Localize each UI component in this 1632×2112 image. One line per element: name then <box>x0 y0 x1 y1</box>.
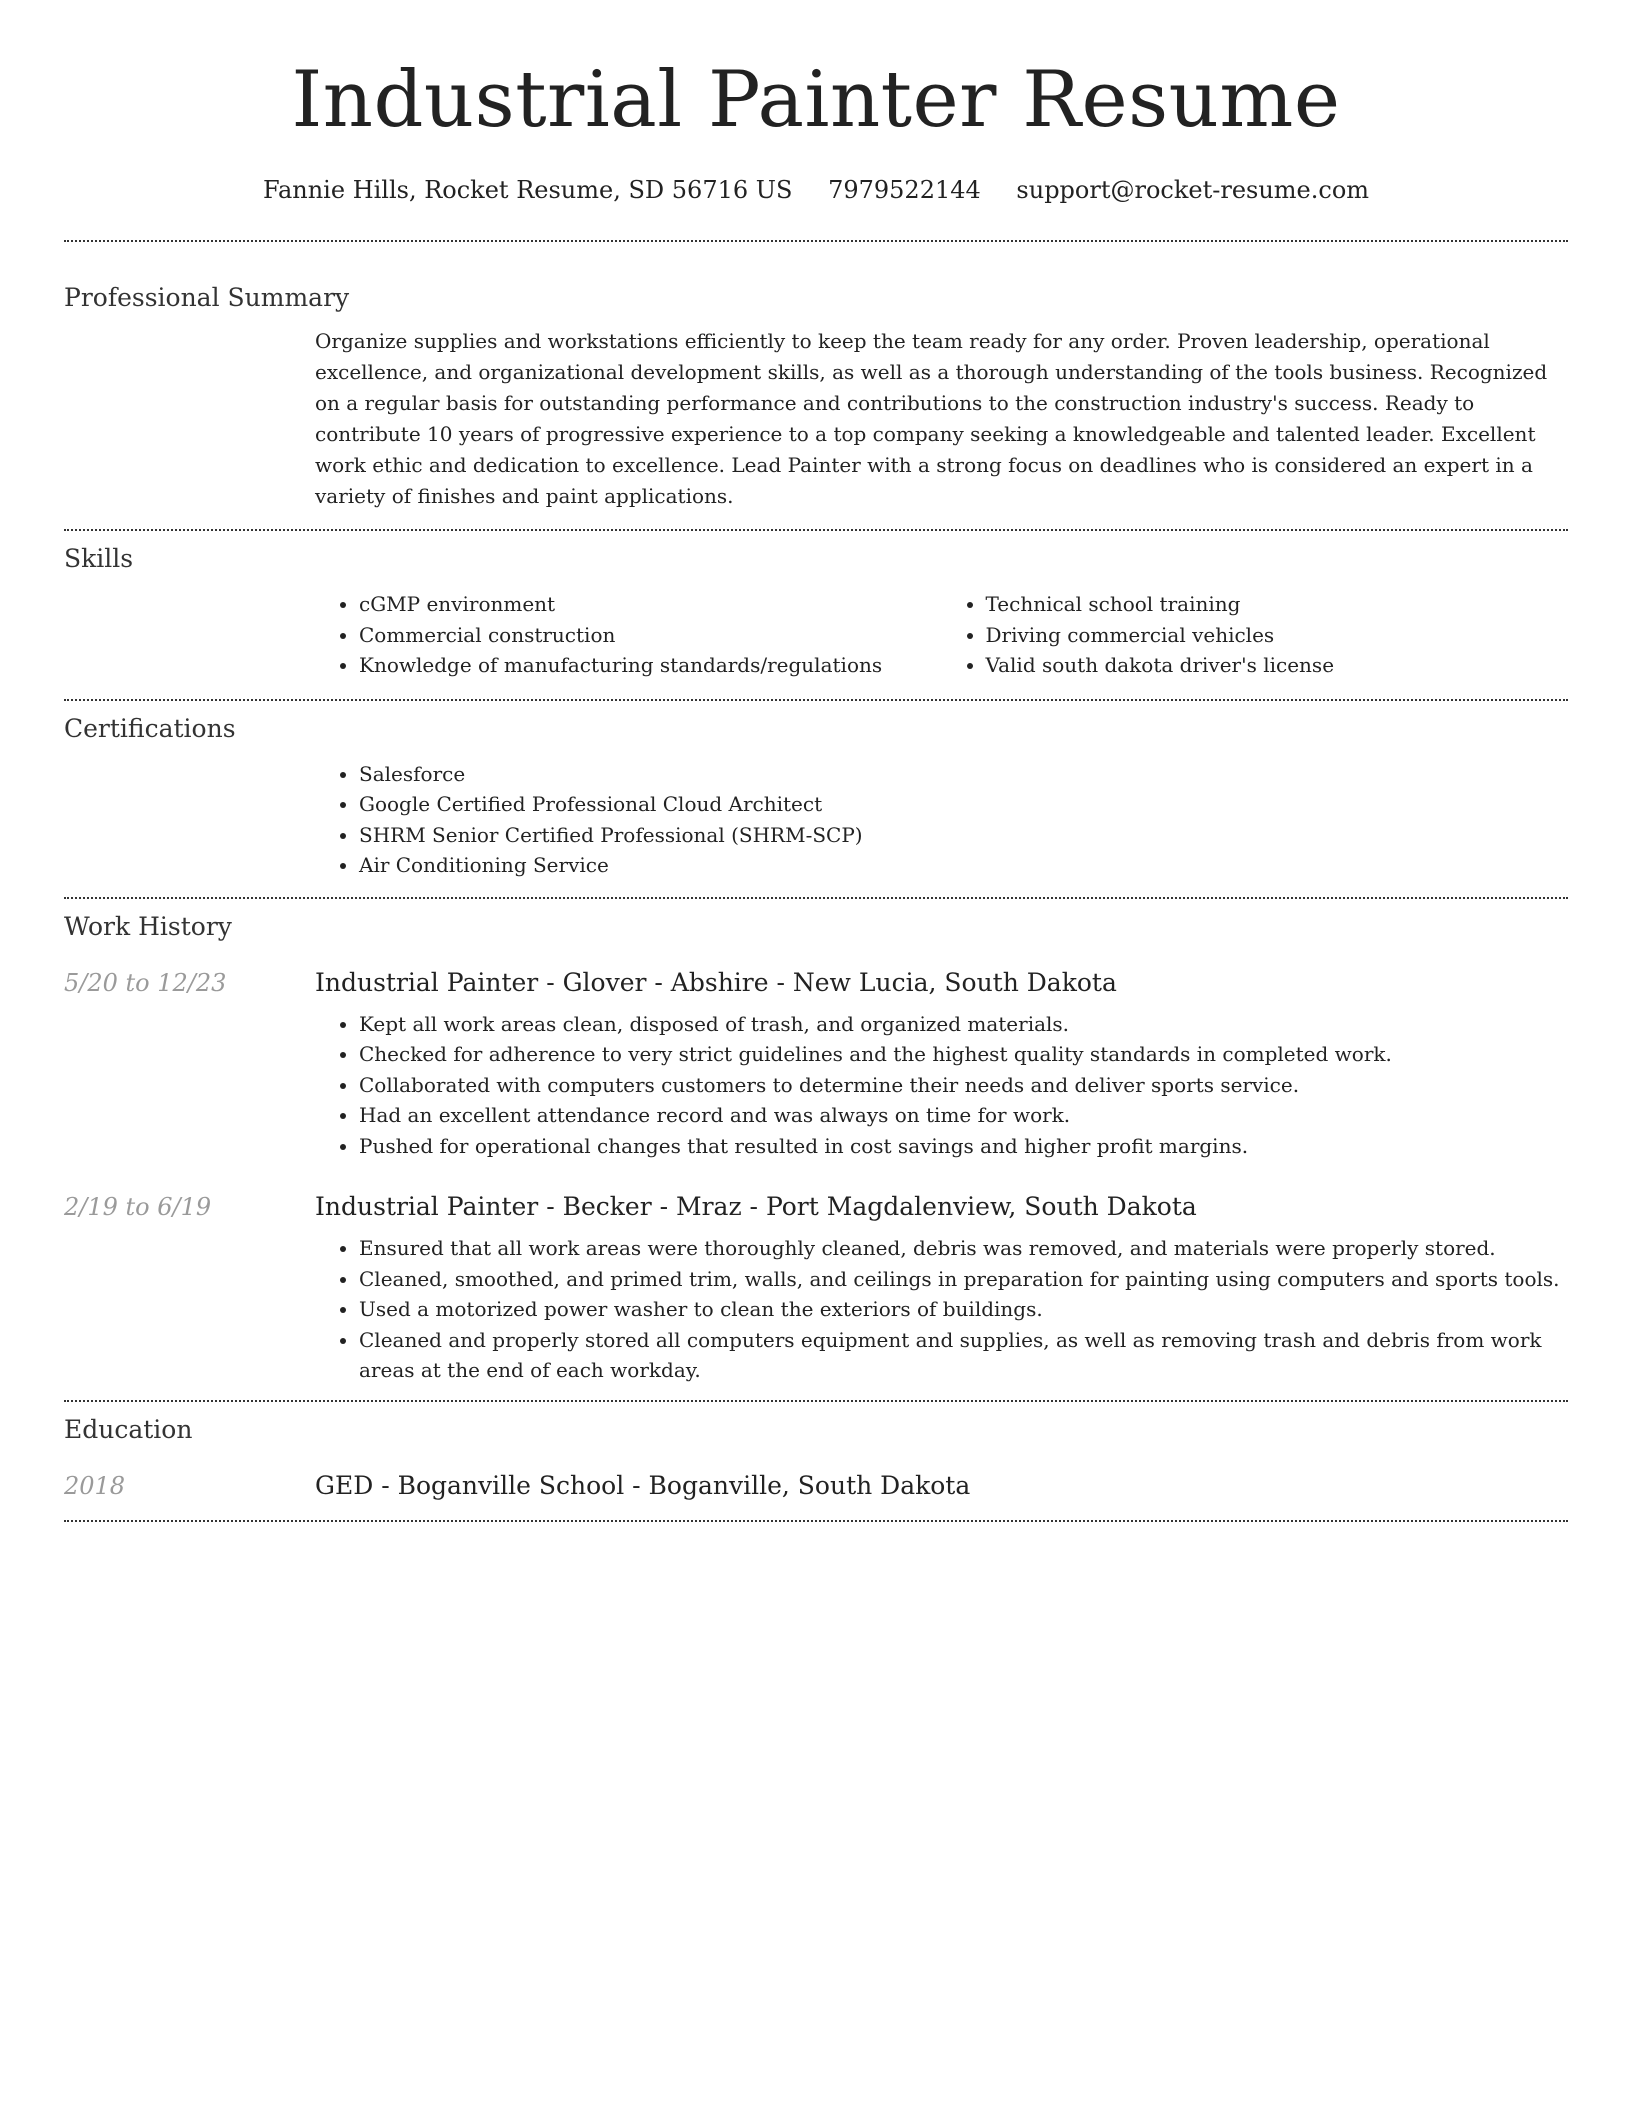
job-duties <box>315 1009 1568 1162</box>
skill-item: • Knowledge of manufacturing standards/regulations <box>359 650 942 681</box>
job-duty-item: • Ensured that all work areas were thoroughly cleaned, debris was removed, and materials were properly stored. <box>359 1233 1568 1264</box>
divider <box>64 529 1568 531</box>
job-duty-item: • Collaborated with computers customers to determine their needs and deliver sports service. <box>359 1070 1568 1101</box>
certification-item: • SHRM Senior Certified Professional (SHRM-SCP) <box>359 820 1568 851</box>
summary-text: Organize supplies and workstations efficiently to keep the team ready for any order. Proven leadership, operational excellence, and organizational development skills, as well as a thorough understanding of the tools business. Recognized on a regular basis for outstanding performance and contributions to the construction industry's success. Ready to contribute 10 years of progressive experience to a top company seeking a knowledgeable and talented leader. Excellent work ethic and dedication to excellence. Lead Painter with a strong focus on deadlines who is considered an expert in a variety of finishes and paint applications. <box>315 329 1548 508</box>
skill-item: • Technical school training <box>986 589 1569 620</box>
job-entry <box>64 1191 1568 1223</box>
education-year: 2018 <box>64 1471 126 1500</box>
resume-title: Industrial Painter Resume <box>291 55 1341 145</box>
skills-right-column <box>942 589 1569 681</box>
job-entry <box>64 967 1568 999</box>
job-dates: 2/19 to 6/19 <box>64 1193 212 1221</box>
contact-email: support@rocket-resume.com <box>1016 176 1370 204</box>
contact-address: Fannie Hills, Rocket Resume, SD 56716 US <box>262 176 793 204</box>
certification-item: • Google Certified Professional Cloud Architect <box>359 789 1568 820</box>
job-duty-item: • Pushed for operational changes that resulted in cost savings and higher profit margins. <box>359 1131 1568 1162</box>
contact-phone: 7979522144 <box>828 176 981 204</box>
certification-item: • Air Conditioning Service <box>359 850 1568 881</box>
certifications-heading: Certifications <box>64 713 236 743</box>
skill-item: • Valid south dakota driver's license <box>986 650 1569 681</box>
job-duties <box>315 1233 1568 1386</box>
job-dates: 5/20 to 12/23 <box>64 968 227 997</box>
divider <box>64 1400 1568 1402</box>
job-duty-item: • Cleaned and properly stored all computers equipment and supplies, as well as removing trash and debris from work areas at the end of each workday. <box>359 1325 1568 1386</box>
job-duty-item: • Cleaned, smoothed, and primed trim, walls, and ceilings in preparation for painting using computers and sports tools. <box>359 1264 1568 1295</box>
skills-list <box>315 589 1568 681</box>
job-duty-item: • Used a motorized power washer to clean the exteriors of buildings. <box>359 1294 1568 1325</box>
divider <box>64 897 1568 899</box>
skill-item: • cGMP environment <box>359 589 942 620</box>
education-heading: Education <box>64 1414 193 1444</box>
divider <box>64 1520 1568 1522</box>
certifications-list <box>315 759 1568 881</box>
skill-item: • Driving commercial vehicles <box>986 620 1569 651</box>
divider <box>64 699 1568 701</box>
job-duty-item: • Kept all work areas clean, disposed of trash, and organized materials. <box>359 1009 1568 1040</box>
contact-line <box>64 174 1568 206</box>
resume-page <box>64 0 1568 1522</box>
skill-item: • Commercial construction <box>359 620 942 651</box>
work-history-heading: Work History <box>64 911 232 941</box>
job-title: Industrial Painter - Becker - Mraz - Port Magdalenview, South Dakota <box>315 1192 1197 1221</box>
divider <box>64 240 1568 242</box>
summary-heading: Professional Summary <box>64 283 350 312</box>
skills-heading: Skills <box>64 544 134 573</box>
education-entry <box>64 1470 1568 1502</box>
job-duty-item: • Had an excellent attendance record and was always on time for work. <box>359 1100 1568 1131</box>
skills-left-column <box>315 589 942 681</box>
education-title: GED - Boganville School - Boganville, South Dakota <box>315 1470 971 1500</box>
job-title: Industrial Painter - Glover - Abshire - New Lucia, South Dakota <box>315 967 1117 997</box>
job-duty-item: • Checked for adherence to very strict guidelines and the highest quality standards in completed work. <box>359 1039 1568 1070</box>
certification-item: • Salesforce <box>359 759 1568 790</box>
